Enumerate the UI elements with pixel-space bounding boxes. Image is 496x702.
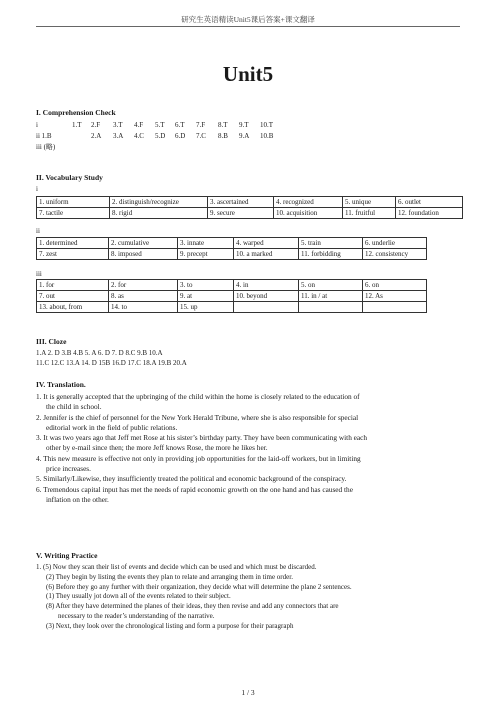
vocabulary-cell (234, 302, 299, 313)
cloze-line: 1.A 2. D 3.B 4.B 5. A 6. D 7. D 8.C 9.B 10.A (36, 349, 163, 357)
vocabulary-part-label: iii (36, 270, 42, 278)
comprehension-answer: 9.A (239, 132, 250, 140)
vocabulary-cell: 3. ascertained (208, 197, 274, 208)
vocabulary-cell: 12. As (363, 291, 427, 302)
vocabulary-cell: 14. to (109, 302, 178, 313)
translation-item-continuation: editorial work in the field of public relations. (46, 422, 178, 432)
vocabulary-cell: 2. for (109, 280, 178, 291)
comprehension-answer: 4.C (134, 132, 144, 140)
vocabulary-cell: 11. in / at (299, 291, 363, 302)
vocabulary-cell: 8. as (109, 291, 178, 302)
vocabulary-cell: 1. for (37, 280, 109, 291)
writing-list (36, 563, 352, 632)
vocabulary-part-label: ii (36, 227, 40, 235)
translation-heading: IV. Translation. (36, 380, 86, 389)
vocabulary-cell: 9. at (178, 291, 234, 302)
vocabulary-cell: 6. underlie (363, 238, 427, 249)
writing-practice-line: (2) They begin by listing the events they plan to relate and arranging them in time order. (46, 572, 293, 581)
translation-item-continuation: other by e-mail since then; the more Jeff knows Rose, the more he likes her. (46, 443, 268, 453)
vocabulary-cell: 2. distinguish/recognize (110, 197, 208, 208)
translation-item: 1. It is generally accepted that the upbringing of the child within the home is closely related to the education of (36, 392, 360, 401)
vocabulary-cell: 8. imposed (109, 249, 178, 260)
vocabulary-part-label: i (36, 185, 38, 193)
translation-item: 4. This new measure is effective not only in providing job opportunities for the laid-off workers, but in limiting (36, 453, 361, 463)
vocabulary-table-row (37, 280, 427, 291)
comprehension-answer: 2.A (91, 132, 102, 140)
cloze-line: 11.C 12.C 13.A 14. D 15B 16.D 17.C 18.A 19.B 20.A (36, 359, 187, 367)
comprehension-answer: 3.A (113, 132, 124, 140)
vocabulary-cell: 7. tactile (37, 208, 110, 219)
vocabulary-heading: II. Vocabulary Study (36, 173, 103, 182)
writing-practice-line: (3) Next, they look over the chronological listing and form a purpose for their paragraph (46, 621, 294, 630)
vocabulary-cell: 5. on (299, 280, 363, 291)
vocabulary-cell: 9. secure (208, 208, 274, 219)
vocabulary-cell: 10. beyond (234, 291, 299, 302)
vocabulary-cell: 13. about, from (37, 302, 109, 313)
vocabulary-cell: 10. a marked (234, 249, 299, 260)
vocabulary-cell: 1. uniform (37, 197, 110, 208)
writing-heading: V. Writing Practice (36, 551, 98, 560)
vocabulary-cell: 3. innate (178, 238, 234, 249)
page-number: 1 / 3 (241, 688, 255, 697)
translation-item: 6. Tremendous capital input has met the needs of rapid economic growth on the one hand and has caused the (36, 484, 353, 494)
vocabulary-table-row (37, 249, 427, 260)
writing-practice-line: necessary to the reader’s understanding of the narrative. (58, 611, 215, 620)
page-title: Unit5 (222, 62, 274, 86)
comprehension-row-label: ii 1.B (36, 132, 52, 140)
comprehension-answer: 2.F (91, 121, 101, 129)
vocabulary-cell (299, 302, 363, 313)
translation-list (36, 392, 460, 505)
vocabulary-cell: 10. acquisition (274, 208, 343, 219)
comprehension-answer: 10.B (260, 132, 274, 140)
comprehension-answer: 9.T (239, 121, 249, 129)
vocabulary-cell: 11. forbidding (299, 249, 363, 260)
comprehension-row-label: i (36, 121, 38, 129)
vocabulary-cell: 4. warped (234, 238, 299, 249)
vocabulary-table-row (37, 208, 463, 219)
vocabulary-cell: 7. zest (37, 249, 109, 260)
vocabulary-cell: 5. unique (343, 197, 396, 208)
vocabulary-cell: 3. to (178, 280, 234, 291)
vocabulary-cell: 11. fruitful (343, 208, 396, 219)
comprehension-row-label: iii (略) (36, 143, 56, 151)
vocabulary-table (36, 196, 463, 219)
comprehension-answer: 10.T (260, 121, 274, 129)
vocabulary-cell: 12. consistency (363, 249, 427, 260)
translation-item: 3. It was two years ago that Jeff met Rose at his sister’s birthday party. They have been communicating with each (36, 433, 368, 443)
comprehension-answer: 8.B (218, 132, 228, 140)
comprehension-answer: 1.T (72, 121, 82, 129)
translation-item-continuation: the child in school. (46, 402, 102, 412)
vocabulary-cell: 8. rigid (110, 208, 208, 219)
writing-practice-line: (8) After they have determined the planes of their ideas, they then revise and add any connectors that are (46, 602, 339, 611)
translation-item: 2. Jennifer is the chief of personnel for the New York Herald Tribune, where she is also responsible for special (36, 412, 359, 422)
vocabulary-cell: 4. in (234, 280, 299, 291)
vocabulary-cell: 2. cumulative (109, 238, 178, 249)
comprehension-answer: 8.T (218, 121, 228, 129)
translation-item: 5. Similarly/Likewise, they insufficiently treated the political and economic background of the conspiracy. (36, 474, 347, 484)
vocabulary-table-row (37, 238, 427, 249)
vocabulary-table-row (37, 197, 463, 208)
page-header: 研究生英语精读Unit5课后答案+课文翻译 (181, 15, 315, 24)
comprehension-answer: 5.T (155, 121, 165, 129)
vocabulary-table (36, 237, 427, 260)
vocabulary-cell: 6. on (363, 280, 427, 291)
translation-item-continuation: inflation on the other. (46, 494, 109, 504)
vocabulary-cell: 5. train (299, 238, 363, 249)
comprehension-answer: 3.T (113, 121, 123, 129)
vocabulary-cell: 15. up (178, 302, 234, 313)
writing-practice-line: 1. (5) Now they scan their list of events and decide which can be used and which must be discarded. (36, 563, 317, 571)
writing-practice-line: (6) Before they go any further with their organization, they decide what will determine the plane 2 sentences. (46, 582, 352, 591)
vocabulary-table-row (37, 291, 427, 302)
comprehension-answer: 6.D (175, 132, 186, 140)
vocabulary-cell: 4. recognized (274, 197, 343, 208)
vocabulary-cell: 12. foundation (396, 208, 463, 219)
comprehension-answer: 6.T (175, 121, 185, 129)
vocabulary-table-row (37, 302, 427, 313)
vocabulary-cell: 6. outlet (396, 197, 463, 208)
vocabulary-cell: 9. precept (178, 249, 234, 260)
comprehension-answer: 7.F (196, 121, 206, 129)
comprehension-answer: 7.C (196, 132, 206, 140)
vocabulary-cell: 7. out (37, 291, 109, 302)
comprehension-answer: 4.F (134, 121, 144, 129)
cloze-heading: III. Cloze (36, 337, 67, 346)
translation-item-continuation: price increases. (46, 464, 91, 474)
header-divider (36, 26, 460, 27)
comprehension-answer: 5.D (155, 132, 166, 140)
vocabulary-cell (363, 302, 427, 313)
vocabulary-table (36, 279, 427, 313)
vocabulary-cell: 1. determined (37, 238, 109, 249)
comprehension-heading: I. Comprehension Check (36, 108, 116, 117)
writing-practice-line: (1) They usually jot down all of the events related to their subject. (46, 592, 231, 601)
